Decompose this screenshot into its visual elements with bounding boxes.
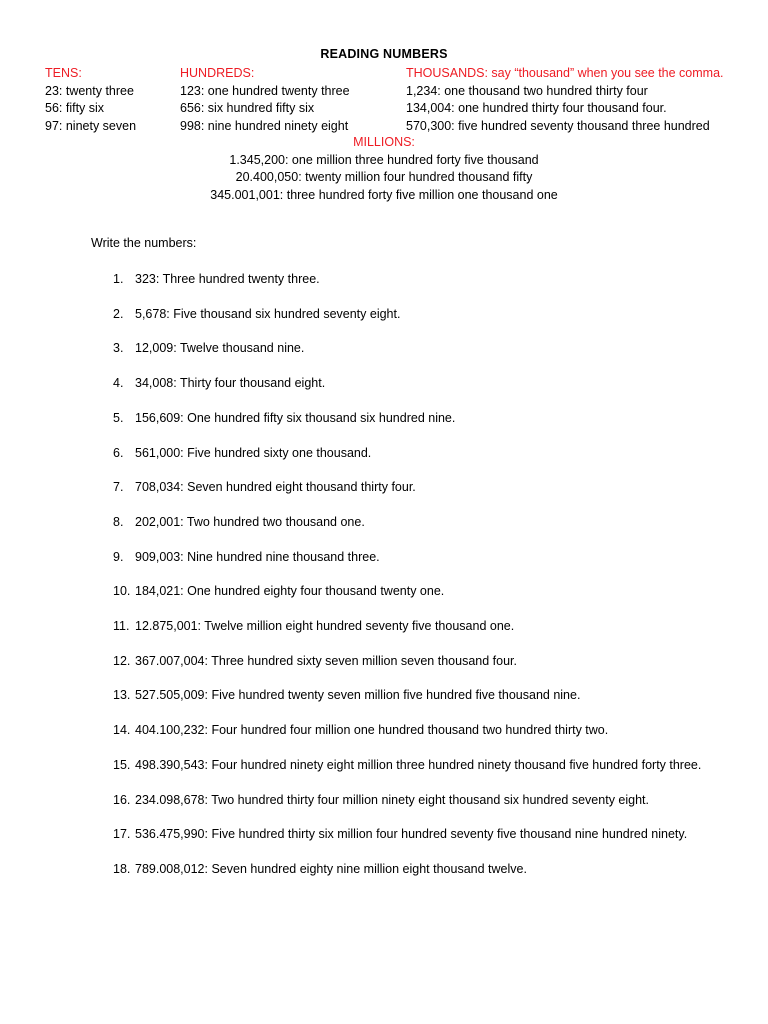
tens-example: 56: fifty six [45,101,105,115]
item-text: 156,609: One hundred fifty six thousand six hundred nine. [135,410,456,425]
hundreds-column [180,65,350,135]
tens-example: 97: ninety seven [45,118,137,133]
thousands-example: 1,234: one thousand two hundred thirty four [406,83,648,98]
list-item [113,583,444,600]
item-text: 536.475,990: Five hundred thirty six million four hundred seventy five thousand nine hundred ninety. [135,827,688,842]
list-item [113,271,320,288]
item-number: 15. [113,757,131,772]
list-item [113,549,380,566]
thousands-example: 570,300: five hundred seventy thousand three hundred [406,118,710,133]
item-number: 14. [113,723,131,738]
item-text: 404.100,232: Four hundred four million one hundred thousand two hundred thirty two. [135,723,609,738]
thousands-example: 134,004: one hundred thirty four thousand four. [406,101,667,115]
hundreds-example: 656: six hundred fifty six [180,101,315,115]
item-number: 11. [113,619,130,633]
item-number: 1. [113,272,124,286]
list-item [113,375,325,392]
item-text: 184,021: One hundred eighty four thousand twenty one. [135,584,445,599]
item-number: 13. [113,688,131,703]
item-text: 498.390,543: Four hundred ninety eight million three hundred ninety thousand five hundred forty three. [135,757,702,772]
millions-heading: MILLIONS: [353,135,415,149]
item-text: 12.875,001: Twelve million eight hundred seventy five thousand one. [135,619,515,633]
thousands-column [406,65,724,135]
thousands-heading: THOUSANDS: say “thousand” when you see the comma. [406,66,724,80]
list-item [113,722,608,739]
list-item [113,653,517,670]
item-number: 17. [113,827,131,842]
list-item [113,792,649,809]
list-item [113,687,580,704]
item-text: 5,678: Five thousand six hundred seventy eight. [135,306,401,321]
item-number: 8. [113,514,124,529]
item-number: 3. [113,341,124,356]
item-text: 909,003: Nine hundred nine thousand three. [135,549,380,564]
item-number: 18. [113,861,131,876]
list-item [113,861,527,878]
millions-section [0,134,768,204]
item-text: 789.008,012: Seven hundred eighty nine million eight thousand twelve. [135,861,527,876]
item-number: 10. [113,584,131,599]
item-number: 12. [113,653,131,668]
list-item [113,618,514,635]
list-item [113,306,400,323]
item-number: 4. [113,376,124,391]
instruction-text: Write the numbers: [91,236,197,250]
tens-column [45,65,136,135]
list-item [113,479,416,496]
item-number: 9. [113,549,124,564]
item-text: 12,009: Twelve thousand nine. [135,341,305,356]
item-number: 6. [113,445,124,460]
millions-example: 20.400,050: twenty million four hundred thousand fifty [235,170,533,184]
item-number: 7. [113,480,124,495]
hundreds-example: 123: one hundred twenty three [180,83,350,98]
list-item [113,445,371,462]
millions-example: 1.345,200: one million three hundred forty five thousand [229,152,539,167]
hundreds-example: 998: nine hundred ninety eight [180,118,349,133]
item-text: 367.007,004: Three hundred sixty seven million seven thousand four. [135,653,517,668]
item-number: 5. [113,410,124,425]
item-number: 16. [113,792,131,807]
tens-heading: TENS: [45,66,82,80]
item-text: 527.505,009: Five hundred twenty seven million five hundred five thousand nine. [135,688,581,703]
tens-example: 23: twenty three [45,83,134,98]
millions-example: 345.001,001: three hundred forty five million one thousand one [210,187,558,202]
item-text: 323: Three hundred twenty three. [135,272,320,286]
list-item [113,826,687,843]
item-text: 34,008: Thirty four thousand eight. [135,376,326,391]
item-text: 561,000: Five hundred sixty one thousand. [135,445,372,460]
item-text: 234.098,678: Two hundred thirty four million ninety eight thousand six hundred seventy eight. [135,792,649,807]
hundreds-heading: HUNDREDS: [180,66,255,80]
list-item [113,340,304,357]
list-item [113,410,455,427]
list-item [113,514,365,531]
item-number: 2. [113,306,124,321]
list-item [113,757,701,774]
page-title: READING NUMBERS [320,47,448,61]
item-text: 708,034: Seven hundred eight thousand thirty four. [135,480,416,495]
item-text: 202,001: Two hundred two thousand one. [135,514,365,529]
